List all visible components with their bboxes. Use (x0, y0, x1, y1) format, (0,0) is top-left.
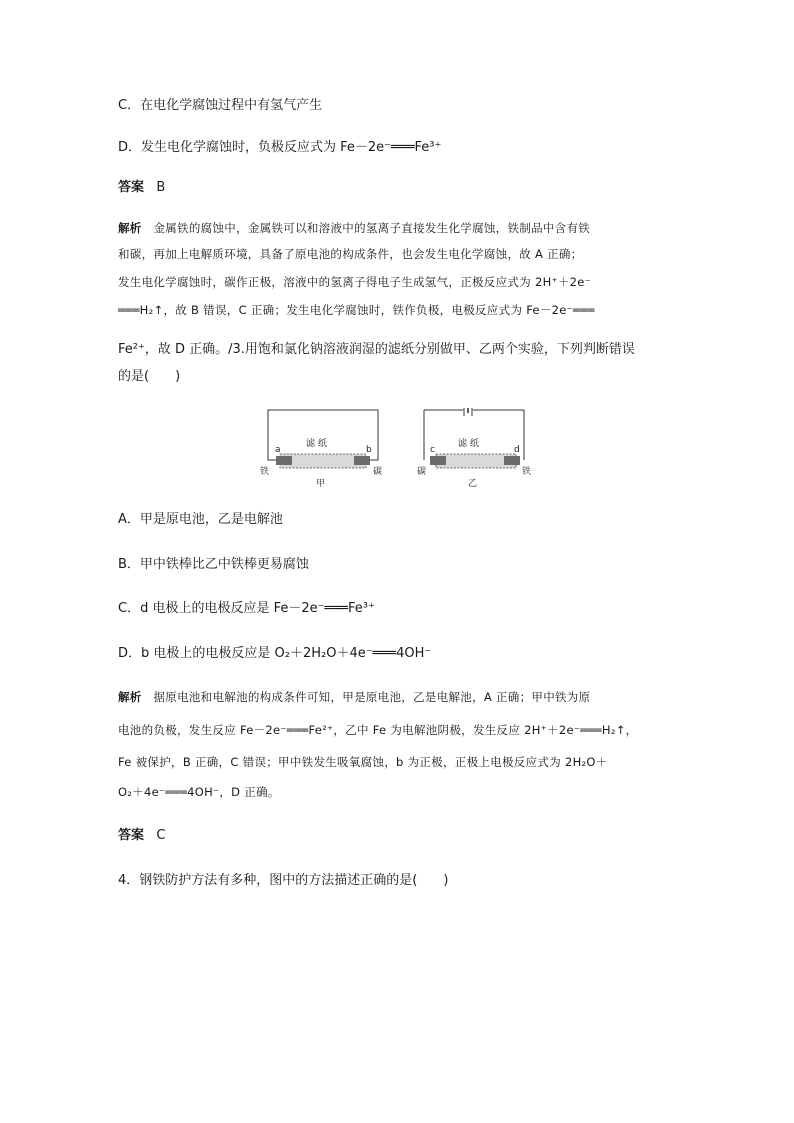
explanation-text: 据原电池和电解池的构成条件可知，甲是原电池，乙是电解池，A 正确；甲中铁为原 (153, 690, 591, 704)
option-b-q3: B．甲中铁棒比乙中铁棒更易腐蚀 (118, 557, 309, 572)
electrode-c (430, 456, 446, 465)
setup-jia (260, 410, 382, 489)
explanation-3-line-1 (118, 689, 590, 705)
metal-left: 碳 (417, 467, 427, 477)
answer-label: 答案 (118, 828, 145, 843)
answer-1 (118, 179, 165, 197)
explanation-3-line-3: Fe 被保护，B 正确，C 错误；甲中铁发生吸氧腐蚀，b 为正极，正极上电极反应式为 2H₂O＋ (118, 755, 608, 769)
caption-jia: 甲 (316, 479, 326, 489)
explanation-3-line-2: 电池的负极，发生反应 Fe－2e⁻═══Fe²⁺，乙中 Fe 为电解池阴极，发生反应 2H⁺＋2e⁻═══H₂↑， (118, 723, 638, 737)
answer-value: B (156, 180, 166, 195)
explanation-1-line-1 (118, 220, 590, 236)
option-c-top: C．在电化学腐蚀过程中有氢气产生 (118, 98, 323, 113)
explanation-1-line-3: 发生电化学腐蚀时，碳作正极，溶液中的氢离子得电子生成氢气，正极反应式为 2H⁺＋2e⁻ (118, 275, 592, 289)
label-b: b (366, 445, 372, 455)
question-4: 4．钢铁防护方法有多种，图中的方法描述正确的是( ) (118, 873, 449, 888)
option-a-q3: A．甲是原电池，乙是电解池 (118, 512, 283, 527)
explanation-1-line-4: ═══H₂↑，故 B 错误，C 正确；发生电化学腐蚀时，铁作负极，电极反应式为 Fe－2e⁻═══ (118, 303, 595, 317)
filter-paper (280, 454, 366, 468)
paper-label: 滤 纸 (306, 439, 327, 449)
answer-label: 答案 (118, 180, 145, 195)
explanation-label: 解析 (118, 690, 142, 704)
wire-frame (268, 410, 378, 460)
metal-right: 铁 (522, 467, 532, 477)
electrode-a (276, 456, 292, 465)
option-d-top: D．发生电化学腐蚀时，负极反应式为 Fe－2e⁻═══Fe³⁺ (118, 140, 442, 155)
label-c: c (430, 445, 435, 455)
explanation-text: 金属铁的腐蚀中，金属铁可以和溶液中的氢离子直接发生化学腐蚀，铁制品中含有铁 (153, 221, 591, 235)
explanation-1-line-2: 和碳，再加上电解质环境，具备了原电池的构成条件，也会发生电化学腐蚀，故 A 正确； (118, 247, 583, 261)
answer-3 (118, 827, 166, 845)
answer-value: C (156, 828, 166, 843)
setup-yi (417, 408, 531, 489)
question-3-line-1: Fe²⁺，故 D 正确。/3.用饱和氯化钠溶液润湿的滤纸分别做甲、乙两个实验，下列判断错误 (118, 342, 635, 357)
paper-label: 滤 纸 (458, 439, 479, 449)
label-d: d (514, 445, 520, 455)
caption-yi: 乙 (468, 479, 478, 489)
explanation-3-line-4: O₂＋4e⁻═══4OH⁻，D 正确。 (118, 785, 280, 799)
explanation-label: 解析 (118, 221, 142, 235)
electrochem-diagram (258, 408, 538, 490)
option-d-q3: D．b 电极上的电极反应是 O₂＋2H₂O＋4e⁻═══4OH⁻ (118, 646, 432, 661)
electrode-b (354, 456, 370, 465)
electrode-d (504, 456, 520, 465)
metal-left: 铁 (260, 467, 270, 477)
question-3-line-2: 的是( ) (118, 369, 181, 384)
option-c-q3: C．d 电极上的电极反应是 Fe－2e⁻═══Fe³⁺ (118, 601, 375, 616)
metal-right: 碳 (373, 467, 383, 477)
label-a: a (275, 445, 281, 455)
